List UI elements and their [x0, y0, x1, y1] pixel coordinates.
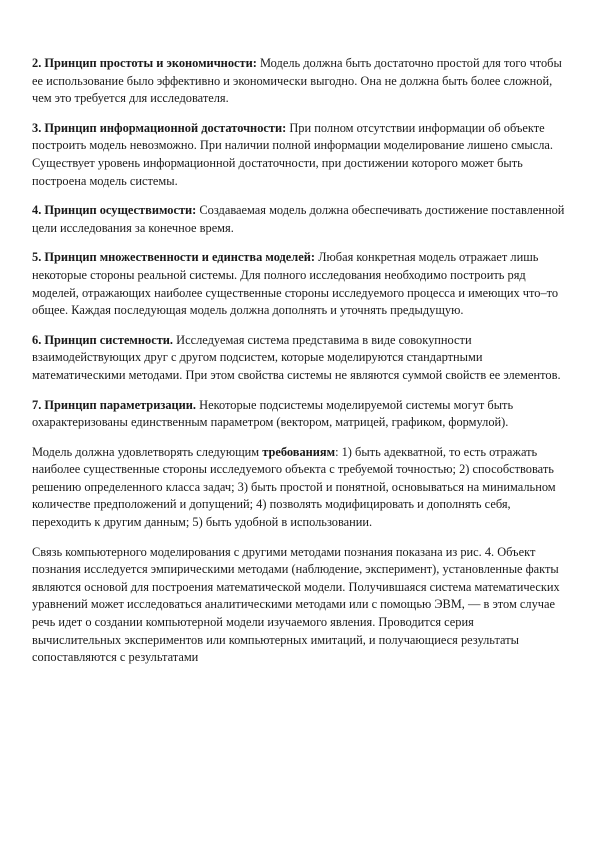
principle-heading: 2. Принцип простоты и экономичности: — [32, 56, 257, 70]
principle-simplicity — [32, 55, 565, 108]
computer-modeling-paragraph: Связь компьютерного моделирования с другими методами познания показана из рис. 4. Объект познания исследуется эмпирическими методами (наблюдение, эксперимент), установленные факты являются основой для построения математической модели. Получившаяся система математических уравнений может исследоваться аналитическими методами или с помощью ЭВМ, — в этом случае речь идет о создании компьютерной модели изучаемого явления. Проводится серия вычислительных экспериментов или компьютерных имитаций, и получающиеся результаты сопоставляются с результатами — [32, 544, 560, 665]
principle-multiplicity — [32, 249, 565, 319]
principle-parametrization — [32, 397, 565, 432]
principle-information-sufficiency — [32, 120, 565, 190]
principle-text: При полном отсутствии информации об объекте построить модель невозможно. При наличии полной информации моделирование лишено смысла. Существует уровень информационной достаточности, при достижении которого может быть построена модель системы. — [32, 120, 554, 188]
requirements-list: : 1) быть адекватной, то есть отражать наиболее существенные стороны исследуемого объекта с требуемой точностью; 2) способствовать решению определенного класса задач; 3) быть простой и понятной, основываться на минимальном количестве предположений и допущений; 4) позволять модифицировать и дополнять себя, переходить к другим данным; 5) быть удобной в использовании. — [32, 444, 556, 530]
principle-text: Любая конкретная модель отражает лишь некоторые стороны реальной системы. Для полного исследования необходимо построить ряд моделей, отражающих наиболее существенные стороны исследуемого процесса и имеющих что–то общее. Каждая последующая модель должна дополнять и уточнять предыдущую. — [32, 250, 559, 318]
principle-text: Некоторые подсистемы моделируемой системы могут быть охарактеризованы единственным параметром (вектором, матрицей, графиком, формулой). — [32, 397, 514, 430]
principle-heading: 5. Принцип множественности и единства моделей: — [32, 250, 316, 265]
requirements-keyword: требованиям — [262, 444, 336, 459]
principle-heading: 4. Принцип осуществимости: — [32, 203, 197, 218]
principle-text: Исследуемая система представима в виде совокупности взаимодействующих друг с другом подсистем, которые моделируются стандартными математическими методами. При этом свойства системы не являются суммой свойств ее элементов. — [32, 332, 561, 382]
principle-feasibility — [32, 202, 565, 237]
principle-text: Модель должна быть достаточно простой для того чтобы ее использование было эффективно и экономически выгодно. Она не должна быть более сложной, чем это требуется для исследователя. — [32, 56, 562, 106]
principle-heading: 3. Принцип информационной достаточности: — [32, 120, 287, 135]
model-requirements — [32, 444, 565, 532]
principle-heading: 7. Принцип параметризации. — [32, 397, 197, 412]
principle-heading: 6. Принцип системности. — [32, 332, 174, 347]
requirements-intro: Модель должна удовлетворять следующим — [32, 444, 263, 459]
principle-systematic — [32, 332, 565, 385]
principle-text: Создаваемая модель должна обеспечивать достижение поставленной цели исследования за конечное время. — [32, 203, 565, 235]
